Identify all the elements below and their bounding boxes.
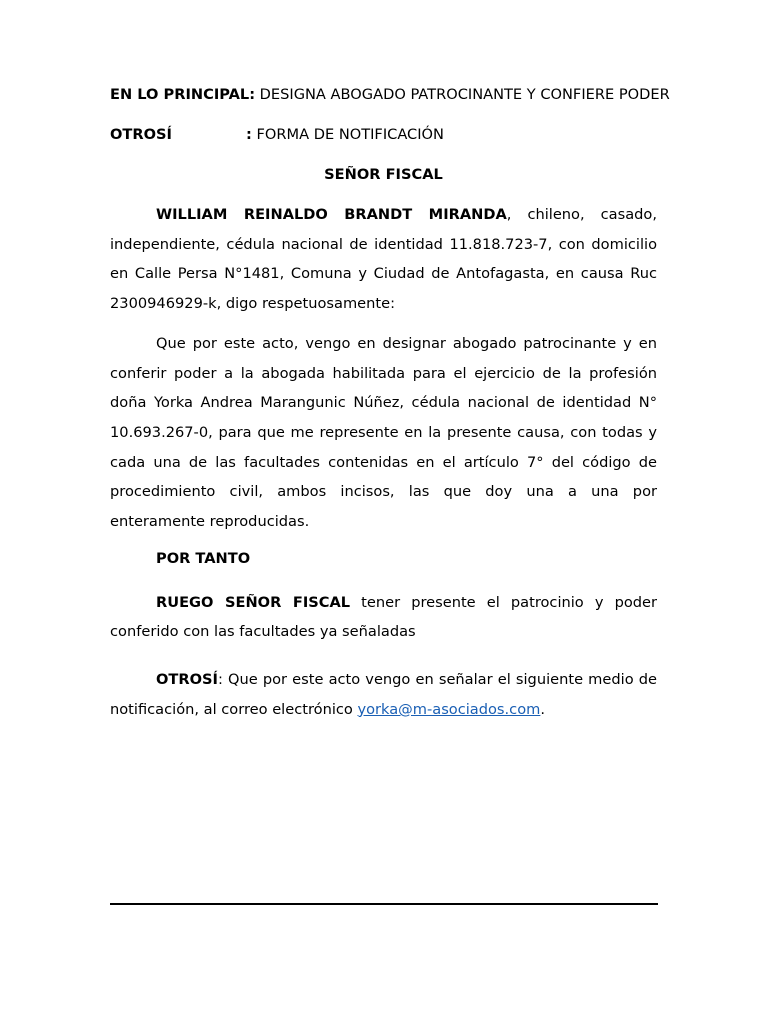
paragraph-designation: Que por este acto, vengo en designar abogado patrocinante y en conferir poder a la abogada habilitada para el ejercicio de la profesión doña Yorka Andrea Marangunic Núñez, cédula nacional de identidad N° 10.693.267-0, para que me represente en la presente causa, con todas y cada una de las facultades contenidas en el artículo 7° del código de procedimiento civil, ambos incisos, las que doy una a una por enteramente reproducidas. — [110, 334, 657, 531]
identification-text: , chileno, casado, independiente, cédula nacional de identidad 11.818.723-7, con domicilio en Calle Persa N°1481, Comuna y Ciudad de Antofagasta, en causa Ruc 2300946929-k, digo respetuosamente: — [110, 206, 657, 313]
request-text: tener presente el patrocinio y poder conferido con las facultades ya señaladas — [110, 593, 657, 641]
otrosi-label: OTROSÍ — [110, 126, 172, 143]
otrosi-heading — [110, 124, 657, 146]
addressee-heading: SEÑOR FISCAL — [324, 166, 443, 183]
paragraph-request — [110, 588, 657, 647]
otrosi-lead: OTROSÍ — [156, 671, 218, 689]
request-lead: RUEGO SEÑOR FISCAL — [156, 593, 351, 611]
otrosi-colon: : — [246, 126, 252, 143]
footer-divider — [110, 903, 658, 905]
otrosi-heading-text — [246, 124, 444, 146]
petitioner-name: WILLIAM REINALDO BRANDT MIRANDA — [156, 206, 507, 223]
principal-heading — [110, 84, 670, 106]
legal-document — [110, 84, 670, 725]
email-link[interactable]: yorka@m-asociados.com — [357, 700, 541, 718]
paragraph-otrosi — [110, 665, 657, 724]
otrosi-text: FORMA DE NOTIFICACIÓN — [251, 126, 444, 143]
otrosi-paragraph-text: : Que por este acto vengo en señalar el siguiente medio de notificación, al correo electrónico — [110, 671, 657, 718]
otrosi-end: . — [540, 700, 545, 718]
principal-label: EN LO PRINCIPAL: — [110, 86, 256, 103]
paragraph-identification — [110, 200, 657, 319]
por-tanto-heading: POR TANTO — [156, 549, 251, 567]
principal-text: DESIGNA ABOGADO PATROCINANTE Y CONFIERE PODER — [255, 86, 670, 103]
